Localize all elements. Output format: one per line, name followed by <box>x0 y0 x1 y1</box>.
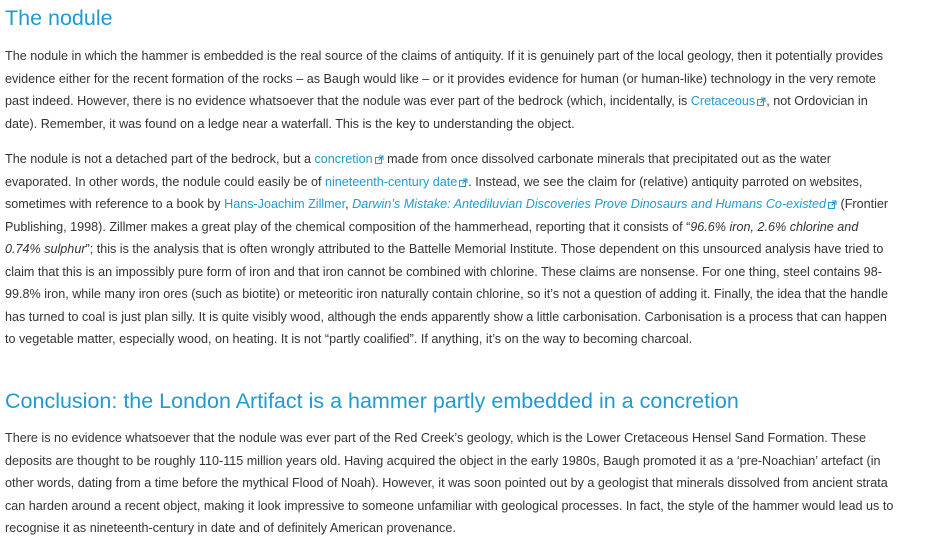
link-label: Hans-Joachim Zillmer <box>224 197 346 211</box>
link-label: nineteenth-century date <box>324 174 458 189</box>
paragraph <box>5 45 895 135</box>
link-label: Darwin’s Mistake: Antediluvian Discoveries Prove Dinosaurs and Humans Co-existed <box>352 197 827 211</box>
external-link-icon <box>828 200 837 209</box>
external-link-icon <box>757 97 766 106</box>
text-run: (Frontier Publishing, 1998). Zillmer makes a great play of the chemical composition of the hammerhead, reporting that it consists of “ <box>5 197 889 234</box>
text-run: , not Ordovician in date). Remember, it was found on a ledge near a waterfall. This is the key to understanding the object. <box>5 94 868 131</box>
link-nineteenth-century-date[interactable] <box>325 175 468 189</box>
link-darwins-mistake[interactable] <box>352 197 837 211</box>
link-concretion[interactable] <box>314 152 383 166</box>
section-heading-conclusion: Conclusion: the London Artifact is a hammer partly embedded in a concretion <box>5 389 739 413</box>
link-label: concretion <box>314 152 373 166</box>
link-zillmer[interactable] <box>224 197 345 211</box>
text-run: ”; this is the analysis that is often wrongly attributed to the Battelle Memorial Institute. Those dependent on this unsourced analysis have tried to claim that this is an impossibly pure form of iron and that iron cannot be combined with chlorine. These claims are nonsense. For one thing, steel contains 98-99.8% iron, while many iron ores (such as biotite) or meteoritic iron naturally contain chlorine, so it’s not a question of adding it. Finally, the idea that the handle has turned to coal is just plan silly. It is quite visibly wood, although the ends apparently show a little carbonisation. Carbonisation is a process that can happen to vegetable matter, especially wood, on heating. It is not “partly coalified”. If anything, it’s on the way to becoming charcoal. <box>5 242 888 346</box>
text-run: . Instead, we see the claim for (relative) antiquity parroted on websites, sometimes with reference to a book by <box>5 174 863 211</box>
composition-quote: 96.6% iron, 2.6% chlorine and 0.74% sulphur <box>5 219 859 256</box>
external-link-icon <box>459 178 468 187</box>
section-heading-nodule: The nodule <box>5 6 113 30</box>
link-label: Cretaceous <box>690 94 756 108</box>
external-link-icon <box>375 155 384 164</box>
text-run: The nodule in which the hammer is embedded is the real source of the claims of antiquity. If it is genuinely part of the local geology, then it potentially provides evidence either for the recent formation of the rocks – as Baugh would like – or it provides evidence for human (or human-like) technology in the very remote past indeed. However, there is no evidence whatsoever that the nodule was ever part of the bedrock (which, incidentally, is <box>5 49 884 108</box>
paragraph: There is no evidence whatsoever that the nodule was ever part of the Red Creek’s geology, which is the Lower Cretaceous Hensel Sand Formation. These deposits are thought to be roughly 110-115 million years old. Having acquired the object in the early 1980s, Baugh promoted it as a ‘pre-Noachian’ artefact (in other words, dating from a time before the mythical Flood of Noah). However, it was soon pointed out by a geologist that minerals dissolved from ancient strata can harden around a recent object, making it look impressive to someone unfamiliar with geological processes. In fact, the style of the hammer would lead us to recognise it as nineteenth-century in date and of definitely American provenance. <box>5 431 894 535</box>
paragraph <box>5 148 895 351</box>
link-cretaceous[interactable] <box>691 94 766 108</box>
text-run: The nodule is not a detached part of the bedrock, but a <box>5 152 315 166</box>
text-run: , <box>345 197 353 211</box>
text-run: made from once dissolved carbonate minerals that precipitated out as the water evaporated. In other words, the nodule could easily be of <box>5 152 831 189</box>
